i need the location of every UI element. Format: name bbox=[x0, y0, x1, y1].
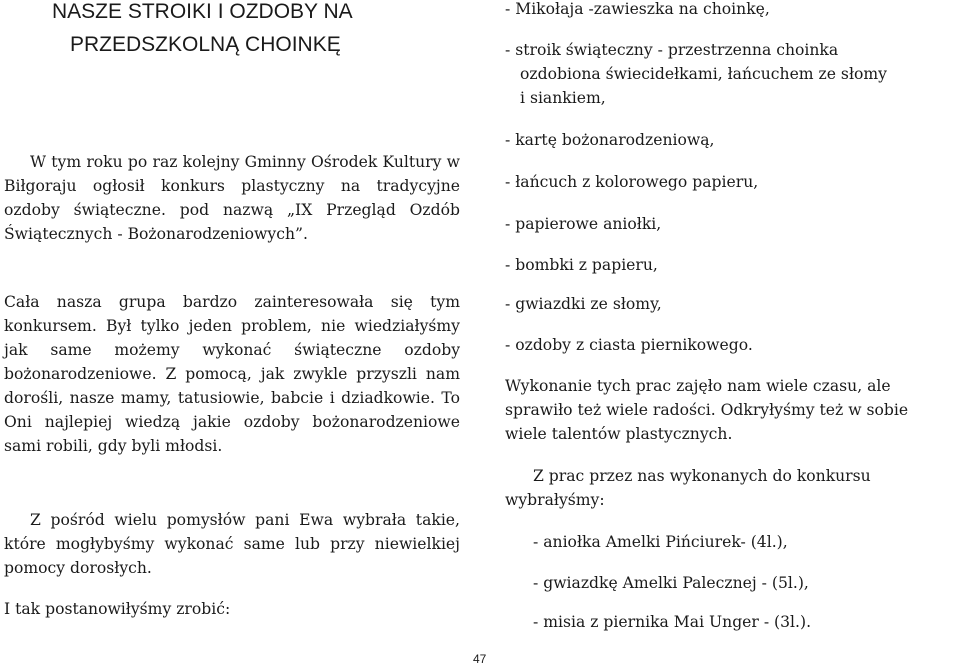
choice-item-gwiazdka: - gwiazdkę Amelki Palecznej - (5l.), bbox=[533, 574, 809, 592]
paragraph-contest: W tym roku po raz kolejny Gminny Ośrodek Kultury w Biłgoraju ogłosił konkurs plastyczny na tradycyjne ozdoby świąteczne. pod nazwą „IX Przegląd Ozdób Świątecznych - Bożonarodzeniowych”. bbox=[4, 153, 460, 243]
list-item-mikolaj: - Mikołaja -zawieszka na choinkę, bbox=[505, 0, 770, 18]
list-item-karta: - kartę bożonarodzeniową, bbox=[505, 131, 715, 149]
list-item-piernik: - ozdoby z ciasta piernikowego. bbox=[505, 336, 753, 354]
list-item-bombki: - bombki z papieru, bbox=[505, 256, 658, 274]
list-item-stroik-cont-1: ozdobiona świecidełkami, łańcuchem ze słomy bbox=[520, 65, 887, 83]
paragraph-group-interest: Cała nasza grupa bardzo zainteresowała się tym konkursem. Był tylko jeden problem, nie wiedziałyśmy jak same możemy wykonać świąteczne ozdoby bożonarodzeniowe. Z pomocą, jak zwykle przyszli nam dorośli, nasze mamy, tatusiowie, babcie i dziadkowie. To Oni najlepiej wiedzą jakie ozdoby bożonarodzeniowe sami robili, gdy byli młodsi. bbox=[4, 293, 460, 455]
page-title-line-2: PRZEDSZKOLNĄ CHOINKĘ bbox=[70, 33, 341, 56]
paragraph-execution-line-2: sprawiło też wiele radości. Odkryłyśmy też w sobie bbox=[505, 401, 909, 419]
left-column-2 bbox=[4, 290, 460, 458]
list-item-gwiazdki: - gwiazdki ze słomy, bbox=[505, 295, 662, 313]
paragraph-ideas: Z pośród wielu pomysłów pani Ewa wybrała takie, które mogłybyśmy wykonać same lub przy niewielkiej pomocy dorosłych. bbox=[4, 511, 460, 577]
left-column bbox=[4, 150, 460, 246]
left-column-3 bbox=[4, 508, 460, 580]
list-item-lancuch: - łańcuch z kolorowego papieru, bbox=[505, 173, 759, 191]
paragraph-execution-line-3: wiele talentów plastycznych. bbox=[505, 425, 733, 443]
choice-item-mis: - misia z piernika Mai Unger - (3l.). bbox=[533, 613, 812, 631]
paragraph-selection-line-1: Z prac przez nas wykonanych do konkursu bbox=[533, 467, 871, 485]
list-item-stroik-cont-2: i siankiem, bbox=[520, 89, 606, 107]
paragraph-decided: I tak postanowiłyśmy zrobić: bbox=[4, 600, 231, 618]
list-item-stroik: - stroik świąteczny - przestrzenna choinka bbox=[505, 41, 839, 59]
page-number: 47 bbox=[473, 652, 487, 666]
choice-item-aniolek: - aniołka Amelki Pińciurek- (4l.), bbox=[533, 533, 788, 551]
list-item-aniolki: - papierowe aniołki, bbox=[505, 215, 662, 233]
paragraph-execution-line-1: Wykonanie tych prac zajęło nam wiele czasu, ale bbox=[505, 377, 891, 395]
page-title-line-1: NASZE STROIKI I OZDOBY NA bbox=[52, 0, 353, 23]
paragraph-selection-line-2: wybrałyśmy: bbox=[505, 491, 605, 509]
